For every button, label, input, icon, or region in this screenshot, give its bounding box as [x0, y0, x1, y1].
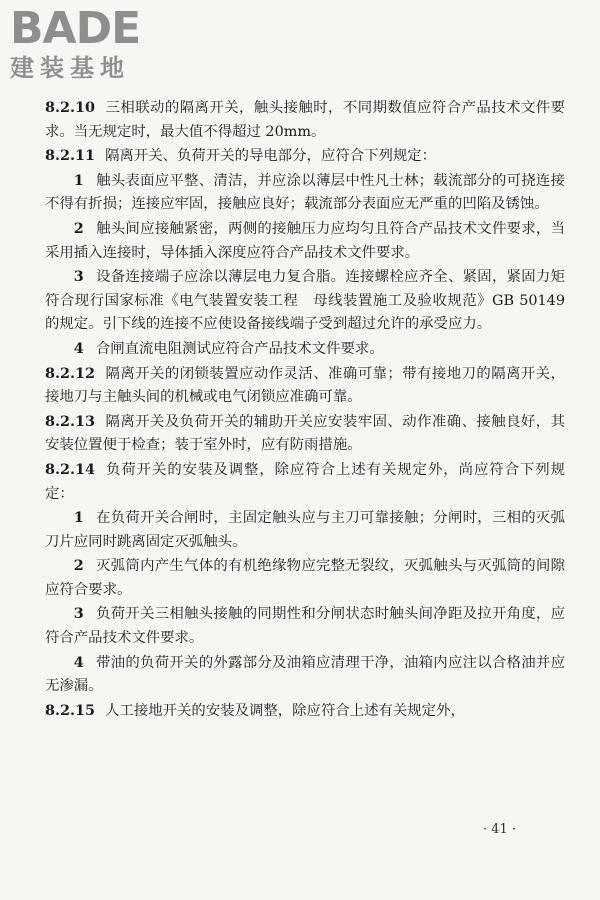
item-number: 4 — [73, 339, 84, 357]
list-item — [45, 651, 565, 699]
clause-paragraph — [45, 362, 565, 410]
list-item — [45, 265, 565, 337]
list-item — [45, 217, 565, 265]
list-item — [45, 602, 565, 650]
clause-number: 8.2.12 — [45, 364, 96, 382]
logo-subtitle: 建装基地 — [10, 54, 130, 82]
document-body — [45, 96, 565, 723]
page-number: · 41 · — [482, 822, 516, 837]
item-number: 2 — [73, 219, 84, 237]
clause-number: 8.2.15 — [45, 701, 96, 719]
paragraph-text: 触头间应接触紧密，两侧的接触压力应均匀且符合产品技术文件要求，当采用插入连接时，导体插入深度应符合产品技术文件要求。 — [45, 220, 565, 261]
item-number: 1 — [73, 171, 84, 189]
list-item — [45, 337, 565, 362]
item-number: 1 — [73, 509, 84, 527]
paragraph-text: 人工接地开关的安装及调整，除应符合上述有关规定外， — [105, 702, 465, 719]
paragraph-text: 灭弧筒内产生气体的有机绝缘物应完整无裂纹，灭弧触头与灭弧筒的间隙应符合要求。 — [45, 558, 565, 598]
clause-paragraph — [45, 410, 565, 458]
item-number: 4 — [73, 653, 84, 671]
paragraph-text: 隔离开关及负荷开关的辅助开关应安装牢固、动作准确、接触良好，其安装位置便于检查；装于室外时，应有防雨措施。 — [45, 413, 565, 454]
clause-number: 8.2.13 — [45, 412, 96, 430]
clause-paragraph — [45, 699, 565, 724]
list-item — [45, 169, 565, 217]
logo-wordmark: BADE — [10, 3, 141, 54]
clause-number: 8.2.11 — [45, 147, 96, 165]
item-number: 2 — [73, 557, 84, 575]
item-number: 3 — [73, 268, 84, 286]
brand-logo — [10, 3, 175, 86]
clause-paragraph — [45, 144, 565, 169]
paragraph-text: 设备连接端子应涂以薄层电力复合脂。连接螺栓应齐全、紧固，紧固力矩符合现行国家标准《电气装置安装工程 母线装置施工及验收规范》GB 50149 的规定。引下线的连接不应使设备接线端子受到超过允许的承受应力。 — [45, 269, 565, 333]
paragraph-text: 隔离开关的闭锁装置应动作灵活、准确可靠；带有接地刀的隔离开关，接地刀与主触头间的机械或电气闭锁应准确可靠。 — [45, 365, 565, 406]
list-item — [45, 506, 565, 554]
paragraph-text: 带油的负荷开关的外露部分及油箱应清理干净，油箱内应注以合格油并应无渗漏。 — [45, 654, 565, 695]
paragraph-text: 合闸直流电阻测试应符合产品技术文件要求。 — [95, 340, 384, 357]
paragraph-text: 三相联动的隔离开关，触头接触时，不同期数值应符合产品技术文件要求。当无规定时，最大值不得超过 20mm。 — [45, 100, 565, 140]
list-item — [45, 554, 565, 602]
clause-paragraph — [45, 458, 565, 506]
clause-number: 8.2.10 — [45, 99, 96, 116]
paragraph-text: 在负荷开关合闸时，主固定触头应与主刀可靠接触；分闸时，三相的灭弧刀片应同时跳离固定灭弧触头。 — [45, 510, 565, 550]
paragraph-text: 触头表面应平整、清洁，并应涂以薄层中性凡士林；载流部分的可挠连接不得有折损；连接应牢固，接触应良好；载流部分表面应无严重的凹陷及锈蚀。 — [45, 172, 565, 213]
paragraph-text: 负荷开关三相触头接触的同期性和分闸状态时触头间净距及拉开角度，应符合产品技术文件要求。 — [45, 606, 565, 647]
item-number: 3 — [73, 605, 84, 623]
clause-paragraph — [45, 96, 565, 144]
paragraph-text: 隔离开关、负荷开关的导电部分，应符合下列规定： — [105, 148, 437, 165]
paragraph-text: 负荷开关的安装及调整，除应符合上述有关规定外，尚应符合下列规定： — [45, 461, 565, 502]
clause-number: 8.2.14 — [45, 460, 96, 478]
